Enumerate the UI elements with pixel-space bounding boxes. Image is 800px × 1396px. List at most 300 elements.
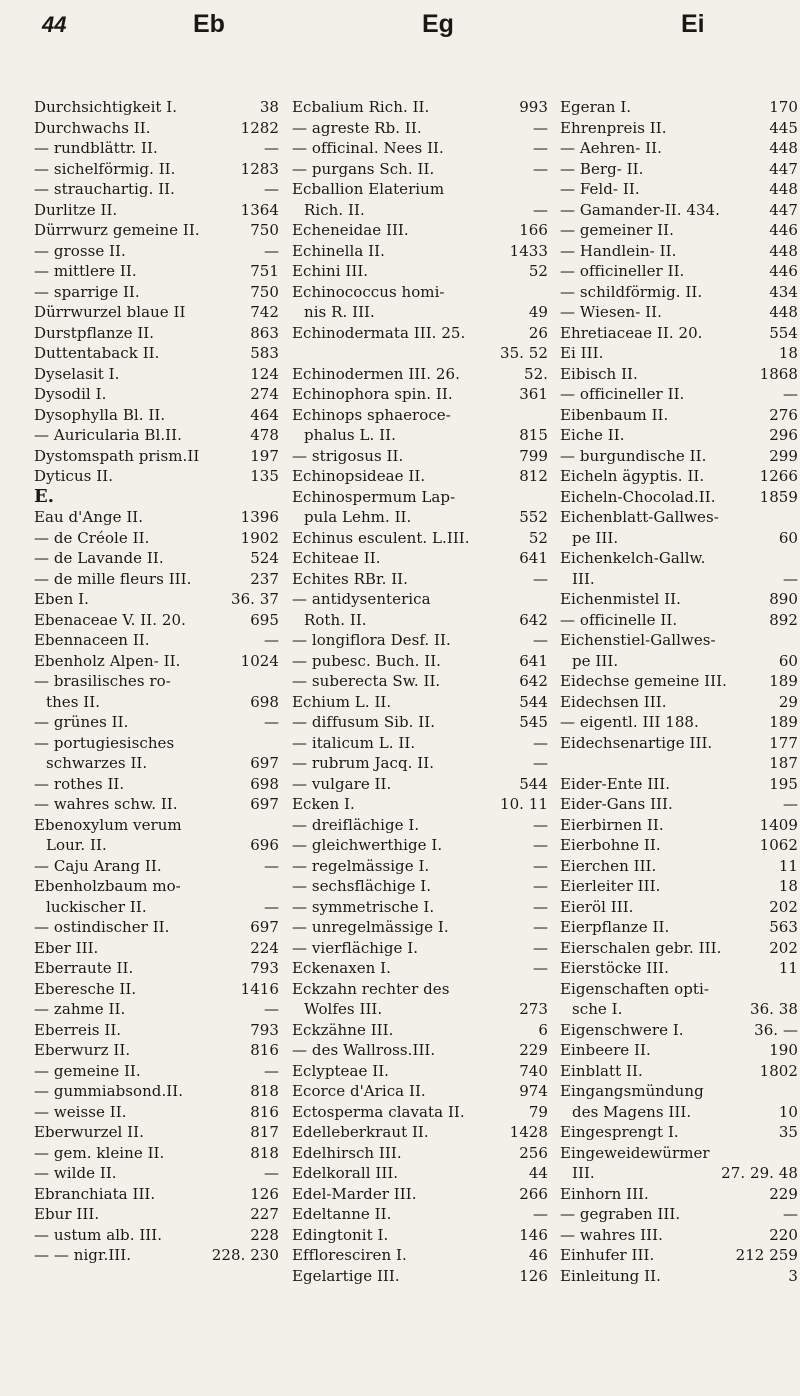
entry-pages: 863	[250, 323, 279, 342]
entry-pages: 818	[250, 1143, 279, 1162]
entry-term: Echinus esculent. L.III.	[292, 528, 470, 547]
entry-term: Edeltanne II.	[292, 1205, 392, 1223]
entry-term: Eierchen III.	[560, 856, 657, 875]
index-entry	[560, 466, 798, 487]
entry-term: Wolfes III.	[304, 1000, 383, 1018]
index-entry	[292, 220, 548, 241]
entry-term: — officinal. Nees II.	[292, 139, 444, 157]
entry-term: Echinospermum Lap-	[292, 487, 456, 506]
entry-pages: 44	[528, 1164, 548, 1182]
entry-term: Einblatt II.	[560, 1061, 643, 1080]
entry-pages: —	[263, 1061, 279, 1080]
entry-pages: 890	[769, 590, 798, 608]
entry-term: — symmetrische I.	[292, 897, 435, 916]
entry-pages: 1364	[240, 200, 279, 219]
index-entry	[560, 261, 798, 282]
entry-term: — — nigr.III.	[34, 1246, 132, 1264]
index-entry	[292, 1040, 548, 1061]
index-entry	[560, 1061, 798, 1082]
entry-pages: 698	[250, 692, 279, 711]
entry-term: Effloresciren I.	[292, 1246, 407, 1264]
index-entry	[34, 1020, 279, 1041]
entry-pages: 202	[769, 938, 798, 957]
index-entry	[292, 1245, 548, 1266]
entry-term: Eckenaxen I.	[292, 959, 391, 977]
index-entry	[560, 1081, 798, 1102]
entry-term: Edel-Marder III.	[292, 1184, 417, 1203]
index-entry	[292, 384, 548, 405]
index-entry	[560, 1102, 798, 1123]
entry-pages: —	[532, 631, 548, 649]
entry-term: Eigenschaften opti-	[560, 979, 709, 998]
entry-pages: 29	[778, 692, 798, 711]
entry-pages	[275, 671, 279, 692]
entry-term: Eieröl III.	[560, 897, 634, 916]
entry-pages	[544, 179, 548, 200]
index-entry	[560, 774, 798, 795]
entry-pages: 35	[778, 1123, 798, 1141]
entry-pages: 563	[769, 918, 798, 936]
entry-pages: 448	[769, 241, 798, 260]
entry-pages	[544, 487, 548, 508]
index-entry	[560, 856, 798, 877]
index-entry	[34, 815, 279, 836]
entry-term: Eidechse gemeine III.	[560, 672, 727, 690]
index-entry	[560, 1204, 798, 1225]
entry-pages	[544, 282, 548, 303]
index-entry	[292, 692, 548, 713]
entry-pages	[794, 548, 798, 569]
entry-term: Rich. II.	[304, 200, 365, 219]
entry-term: Eichenmistel II.	[560, 590, 681, 608]
index-entry	[34, 548, 279, 569]
entry-pages	[275, 733, 279, 754]
entry-pages	[544, 589, 548, 610]
entry-term: — sechsflächige I.	[292, 877, 432, 895]
index-entry	[292, 302, 548, 323]
entry-term: Eberraute II.	[34, 959, 134, 977]
entry-pages: 266	[519, 1184, 548, 1203]
index-entry	[560, 384, 798, 405]
entry-pages: 1902	[240, 528, 279, 547]
index-entry	[34, 241, 279, 262]
entry-term: Eichenkelch-Gallw.	[560, 549, 706, 567]
index-entry	[292, 897, 548, 918]
entry-pages: 274	[250, 385, 279, 403]
entry-term: Eichenblatt-Gallwes-	[560, 508, 719, 526]
entry-pages: 740	[519, 1061, 548, 1080]
index-entry	[560, 753, 798, 774]
index-column-1	[34, 97, 279, 1266]
index-entry	[34, 323, 279, 344]
index-entry	[560, 425, 798, 446]
entry-pages: —	[532, 815, 548, 834]
entry-pages	[544, 979, 548, 1000]
index-entry	[560, 200, 798, 221]
index-entry	[292, 548, 548, 569]
entry-pages: 793	[250, 959, 279, 977]
index-entry	[34, 630, 279, 651]
entry-pages: 27. 29. 48	[721, 1164, 798, 1182]
index-entry	[560, 1040, 798, 1061]
entry-term: — rothes II.	[34, 774, 125, 793]
entry-term: Dürrwurz gemeine II.	[34, 221, 200, 239]
entry-term: — officineller II.	[560, 262, 685, 280]
index-entry	[292, 507, 548, 528]
entry-term: Eierbohne II.	[560, 836, 661, 854]
entry-pages: 26	[528, 323, 548, 342]
entry-term: Dyselasit I.	[34, 364, 120, 383]
entry-pages: 478	[250, 426, 279, 444]
entry-term: — grosse II.	[34, 241, 126, 260]
entry-pages: 224	[250, 938, 279, 957]
index-entry	[292, 1081, 548, 1102]
entry-pages: 187	[769, 754, 798, 772]
entry-term: Eckzahn rechter des	[292, 979, 450, 998]
index-entry	[34, 507, 279, 528]
entry-term: Ecorce d'Arica II.	[292, 1082, 426, 1100]
index-entry	[292, 1184, 548, 1205]
entry-term: Edelhirsch III.	[292, 1143, 402, 1162]
entry-pages: 434	[769, 282, 798, 301]
entry-term: — Aehren- II.	[560, 139, 662, 157]
entry-term: thes II.	[46, 692, 101, 711]
header-left-key: Eb	[193, 10, 225, 38]
entry-pages: —	[532, 877, 548, 895]
entry-term: Ebenoxylum verum	[34, 815, 182, 834]
entry-term: — wilde II.	[34, 1164, 117, 1182]
index-entry	[560, 446, 798, 467]
entry-pages: 18	[778, 344, 798, 362]
entry-pages: 11	[778, 959, 798, 977]
index-entry	[560, 999, 798, 1020]
entry-pages: 1433	[509, 241, 548, 260]
index-entry	[292, 118, 548, 139]
entry-pages: —	[532, 733, 548, 752]
index-entry	[560, 1143, 798, 1164]
entry-pages: 60	[778, 528, 798, 547]
entry-pages: 6	[538, 1020, 548, 1039]
entry-term: Eicheln ägyptis. II.	[560, 467, 705, 485]
entry-pages: 135	[250, 467, 279, 485]
entry-term: sche I.	[572, 1000, 623, 1018]
index-entry	[560, 528, 798, 549]
entry-term: — wahres III.	[560, 1225, 663, 1244]
entry-pages: —	[263, 1164, 279, 1182]
entry-term: — rubrum Jacq. II.	[292, 754, 435, 772]
index-entry	[34, 384, 279, 405]
entry-pages: 52	[528, 262, 548, 280]
index-entry	[34, 282, 279, 303]
entry-term: Durstpflanze II.	[34, 323, 155, 342]
index-entry	[34, 569, 279, 590]
entry-pages: 52	[528, 528, 548, 547]
entry-term: — de mille fleurs III.	[34, 569, 192, 588]
index-entry	[34, 651, 279, 672]
entry-pages: 49	[528, 303, 548, 321]
entry-term: — Auricularia Bl.II.	[34, 426, 182, 444]
index-entry	[560, 876, 798, 897]
entry-term: — sichelförmig. II.	[34, 159, 176, 178]
index-entry	[292, 446, 548, 467]
entry-term: — de Créole II.	[34, 528, 150, 547]
entry-pages: —	[782, 1205, 798, 1223]
entry-pages: 552	[519, 508, 548, 526]
entry-pages: 697	[250, 754, 279, 772]
entry-pages: —	[532, 836, 548, 854]
index-entry	[34, 856, 279, 877]
entry-term: luckischer II.	[46, 897, 147, 916]
entry-pages: 815	[519, 426, 548, 444]
entry-term: Roth. II.	[304, 610, 367, 629]
index-entry	[292, 1266, 548, 1287]
index-entry	[34, 302, 279, 323]
index-entry	[560, 507, 798, 528]
index-entry	[292, 753, 548, 774]
entry-pages: 448	[769, 139, 798, 157]
entry-term: Eider-Gans III.	[560, 795, 673, 813]
entry-term: Echini III.	[292, 262, 369, 280]
index-entry	[560, 220, 798, 241]
entry-pages: 695	[250, 610, 279, 629]
entry-pages: —	[532, 918, 548, 936]
entry-term: Eckzähne III.	[292, 1020, 394, 1039]
entry-pages: 361	[519, 385, 548, 403]
index-entry	[292, 241, 548, 262]
index-entry	[34, 712, 279, 733]
entry-term: Ehretiaceae II. 20.	[560, 323, 703, 342]
entry-term: Dystomspath prism.II	[34, 446, 200, 465]
entry-pages: 583	[250, 344, 279, 362]
entry-term: Eingangsmündung	[560, 1082, 704, 1100]
index-entry	[34, 425, 279, 446]
index-entry	[34, 897, 279, 918]
index-entry	[292, 774, 548, 795]
entry-pages: 464	[250, 405, 279, 424]
entry-pages: 10. 11	[499, 795, 548, 813]
entry-term: Durchwachs II.	[34, 118, 151, 137]
index-entry	[560, 302, 798, 323]
entry-term: — officineller II.	[560, 385, 685, 403]
index-entry	[292, 630, 548, 651]
entry-term: Eberwurz II.	[34, 1041, 131, 1059]
index-entry	[34, 589, 279, 610]
index-entry	[292, 1102, 548, 1123]
entry-pages: 38	[259, 98, 279, 116]
entry-pages: 52.	[523, 364, 548, 383]
index-entry	[292, 364, 548, 385]
index-entry	[34, 1102, 279, 1123]
entry-term: — longiflora Desf. II.	[292, 631, 451, 649]
index-entry	[560, 979, 798, 1000]
entry-term: Lour. II.	[46, 836, 107, 854]
entry-pages: 448	[769, 180, 798, 198]
index-entry	[560, 815, 798, 836]
entry-pages: 697	[250, 795, 279, 813]
page-number: 44	[42, 12, 67, 37]
index-entry	[292, 466, 548, 487]
entry-pages: 793	[250, 1020, 279, 1039]
entry-pages: —	[263, 180, 279, 198]
entry-term: Eber III.	[34, 938, 99, 957]
index-entry	[292, 1122, 548, 1143]
index-entry	[34, 364, 279, 385]
entry-pages: 237	[250, 569, 279, 588]
entry-term: Ectosperma clavata II.	[292, 1102, 465, 1121]
entry-term: — Gamander-II. 434.	[560, 200, 720, 219]
entry-pages: 750	[250, 221, 279, 239]
entry-pages: —	[532, 569, 548, 588]
entry-pages: —	[263, 241, 279, 260]
running-header	[0, 4, 800, 44]
entry-term: Echinophora spin. II.	[292, 385, 453, 403]
index-entry	[292, 1020, 548, 1041]
entry-term: Eider-Ente III.	[560, 774, 671, 793]
entry-pages: 189	[769, 672, 798, 690]
entry-pages: —	[782, 569, 798, 588]
index-entry	[560, 138, 798, 159]
entry-term: Durchsichtigkeit I.	[34, 98, 178, 116]
index-entry	[34, 1225, 279, 1246]
entry-pages: 1266	[759, 467, 798, 485]
entry-pages: 446	[769, 262, 798, 280]
entry-pages: 816	[250, 1041, 279, 1059]
entry-pages	[794, 979, 798, 1000]
entry-term: phalus L. II.	[304, 426, 396, 444]
index-entry	[560, 589, 798, 610]
entry-term: Einleitung II.	[560, 1266, 661, 1285]
entry-pages: 35. 52	[499, 344, 548, 362]
entry-term: nis R. III.	[304, 303, 375, 321]
entry-pages: 197	[250, 446, 279, 465]
entry-term: Edelkorall III.	[292, 1164, 399, 1182]
entry-pages: 1416	[240, 979, 279, 998]
index-entry	[292, 343, 548, 364]
entry-term: — wahres schw. II.	[34, 795, 178, 813]
index-entry	[560, 733, 798, 754]
index-column-3	[560, 97, 798, 1286]
index-entry	[292, 712, 548, 733]
entry-term: Eibisch II.	[560, 364, 638, 383]
entry-term: Einhorn III.	[560, 1184, 649, 1203]
entry-term: Ecken I.	[292, 795, 355, 813]
header-right-key: Ei	[681, 10, 705, 38]
entry-pages: 544	[519, 692, 548, 711]
entry-term: Dysophylla Bl. II.	[34, 405, 166, 424]
entry-pages	[794, 630, 798, 651]
index-entry	[560, 343, 798, 364]
index-entry	[292, 528, 548, 549]
index-entry	[34, 200, 279, 221]
entry-pages: —	[532, 959, 548, 977]
index-entry	[292, 282, 548, 303]
entry-pages: 79	[528, 1102, 548, 1121]
entry-pages: 273	[519, 1000, 548, 1018]
index-entry	[560, 1225, 798, 1246]
entry-term: — des Wallross.III.	[292, 1041, 436, 1059]
entry-pages: —	[532, 1205, 548, 1223]
entry-term: — Feld- II.	[560, 180, 640, 198]
entry-pages: 1868	[759, 364, 798, 383]
index-entry	[292, 610, 548, 631]
entry-term: Edelleberkraut II.	[292, 1123, 429, 1141]
index-entry	[560, 1163, 798, 1184]
index-entry	[292, 733, 548, 754]
index-entry	[560, 897, 798, 918]
entry-term: Eigenschwere I.	[560, 1020, 684, 1039]
entry-term: Eingesprengt I.	[560, 1123, 679, 1141]
entry-pages: —	[263, 856, 279, 875]
entry-pages: —	[532, 754, 548, 772]
entry-term: — diffusum Sib. II.	[292, 713, 436, 731]
entry-term: Echinopsideae II.	[292, 467, 426, 485]
index-entry	[560, 958, 798, 979]
index-entry	[34, 774, 279, 795]
index-entry	[560, 712, 798, 733]
entry-term: III.	[572, 1164, 595, 1182]
entry-pages: 46	[528, 1246, 548, 1264]
index-entry	[560, 241, 798, 262]
entry-term: — strigosus II.	[292, 446, 404, 465]
entry-pages: 170	[769, 98, 798, 116]
index-entry	[560, 179, 798, 200]
entry-term: Einbeere II.	[560, 1041, 651, 1059]
entry-term: Eicheln-Chocolad.II.	[560, 487, 716, 506]
entry-pages: —	[263, 713, 279, 731]
index-entry	[560, 794, 798, 815]
index-entry	[34, 610, 279, 631]
entry-pages: —	[532, 897, 548, 916]
entry-term	[292, 343, 496, 364]
entry-term: — purgans Sch. II.	[292, 159, 435, 178]
entry-pages: 447	[769, 159, 798, 178]
entry-pages: 202	[769, 897, 798, 916]
entry-pages: 195	[769, 774, 798, 793]
entry-pages: —	[532, 200, 548, 219]
index-entry	[34, 343, 279, 364]
entry-term: Ebenaceae V. II. 20.	[34, 610, 186, 629]
entry-pages: 220	[769, 1225, 798, 1244]
entry-term: — de Lavande II.	[34, 549, 164, 567]
index-entry	[292, 589, 548, 610]
entry-pages: 447	[769, 200, 798, 219]
entry-pages: —	[263, 631, 279, 649]
entry-term: Eiche II.	[560, 426, 625, 444]
entry-pages: —	[532, 856, 548, 875]
entry-term: — unregelmässige I.	[292, 918, 449, 936]
entry-pages	[794, 1143, 798, 1164]
index-entry	[560, 630, 798, 651]
entry-term: des Magens III.	[572, 1102, 692, 1121]
entry-term: — zahme II.	[34, 1000, 126, 1018]
entry-term: — sparrige II.	[34, 282, 140, 301]
entry-pages: 698	[250, 774, 279, 793]
index-entry	[34, 1061, 279, 1082]
entry-pages: 816	[250, 1102, 279, 1121]
entry-term: — ustum alb. III.	[34, 1225, 163, 1244]
entry-pages: 1409	[759, 815, 798, 834]
entry-pages: 818	[250, 1082, 279, 1100]
entry-term: III.	[572, 569, 595, 588]
entry-term: — eigentl. III 188.	[560, 713, 699, 731]
entry-pages: 751	[250, 262, 279, 280]
entry-pages: 446	[769, 221, 798, 239]
index-entry	[292, 856, 548, 877]
entry-pages: 1024	[240, 651, 279, 670]
entry-term: Eierleiter III.	[560, 877, 661, 895]
entry-pages: 817	[250, 1123, 279, 1141]
index-entry	[560, 548, 798, 569]
